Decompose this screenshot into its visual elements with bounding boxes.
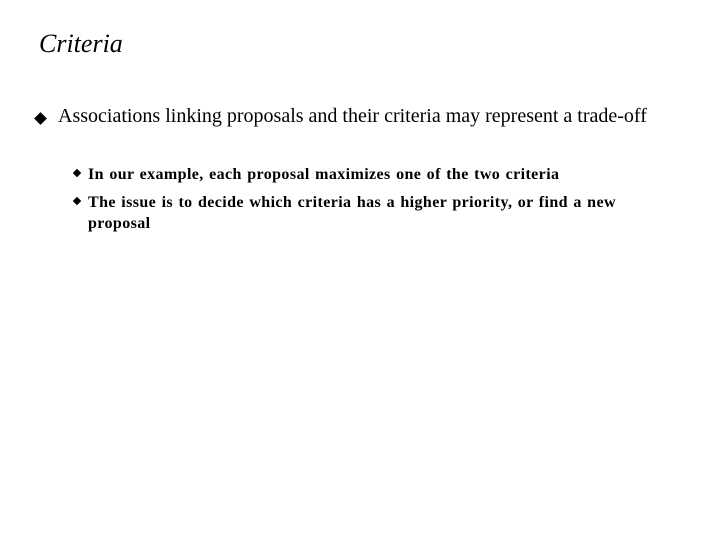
- diamond-bullet-icon: [73, 197, 81, 205]
- diamond-bullet-icon: [73, 169, 81, 177]
- sub-bullet-item: [72, 164, 672, 185]
- slide-title: Criteria: [39, 29, 123, 58]
- bullet-text: Associations linking proposals and their criteria may represent a trade-off: [58, 105, 647, 127]
- bullet-item: [36, 104, 676, 128]
- sub-bullet-text: In our example, each proposal maximizes one of the two criteria: [88, 166, 560, 183]
- sub-bullet-item: [72, 192, 672, 234]
- sub-bullet-list: [72, 164, 672, 241]
- diamond-bullet-icon: [34, 112, 47, 125]
- sub-bullet-text: The issue is to decide which criteria has a higher priority, or find a new proposal: [88, 194, 616, 232]
